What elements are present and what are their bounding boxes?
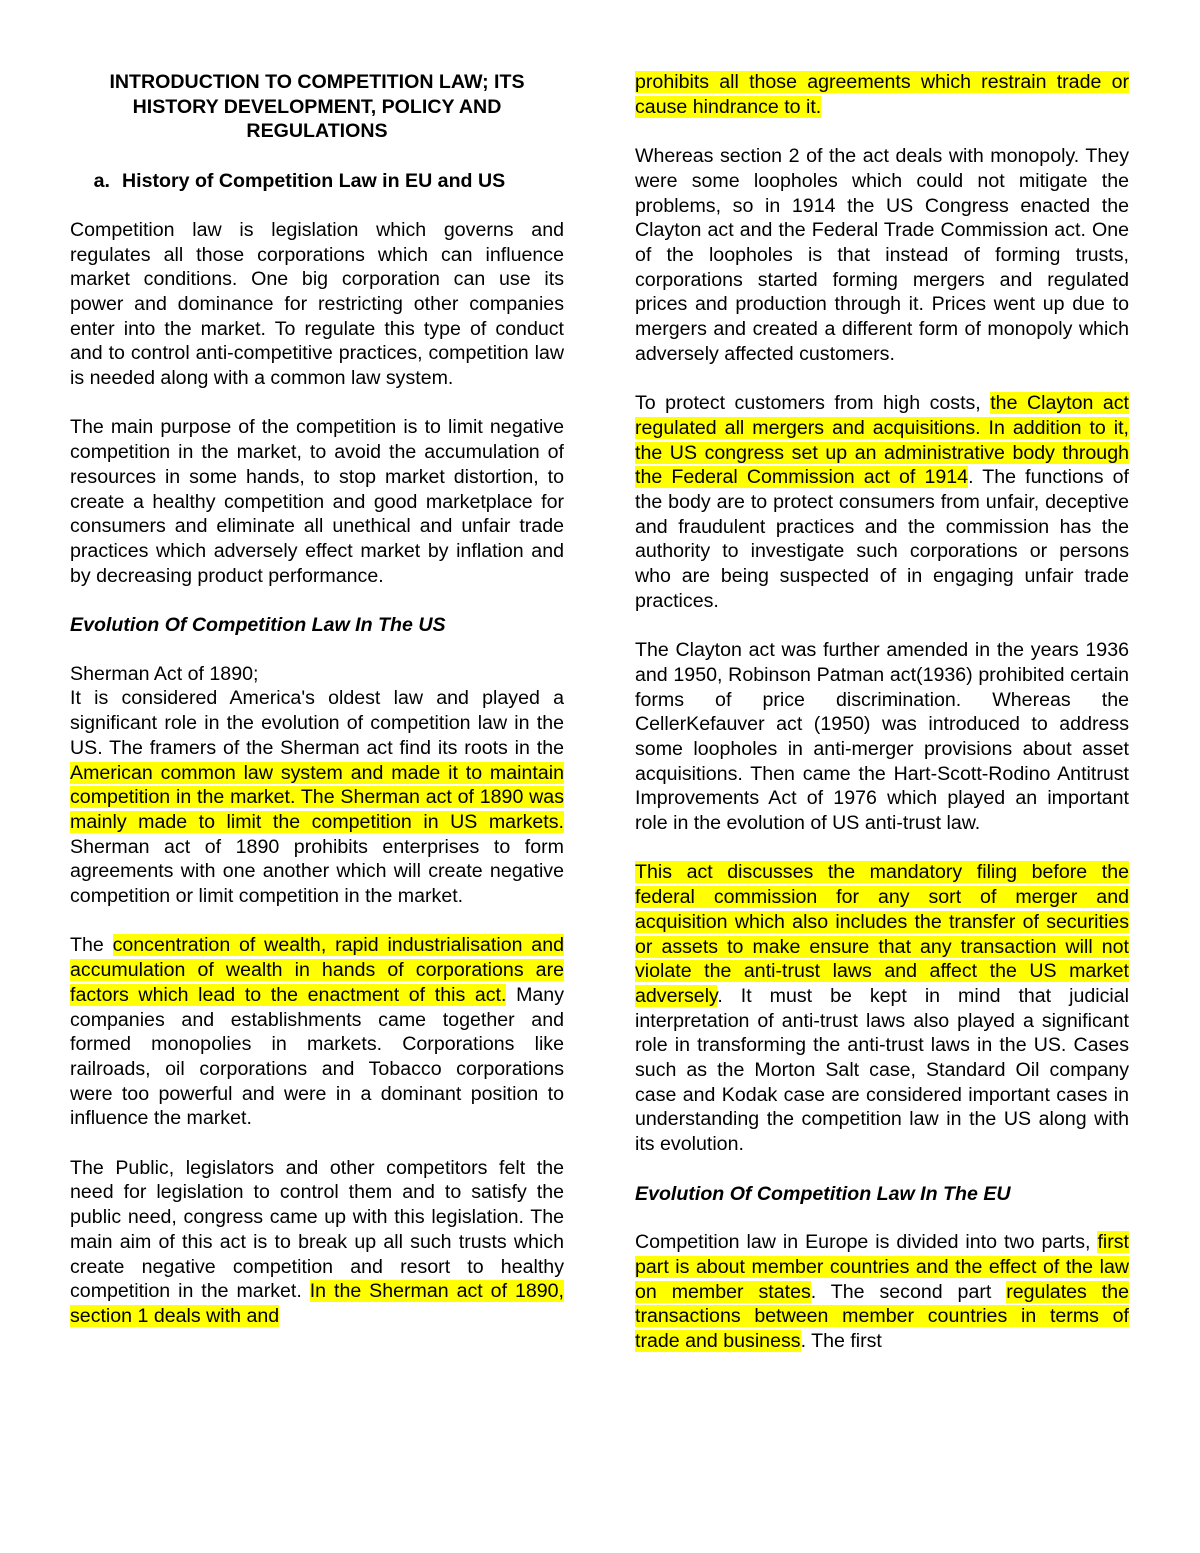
clayton-text-2: . The functions of the body are to protect consumers from unfair, deceptive and fraudulent practices and the commission has the authority to investigate such corporations or persons who are being suspected of in engaging unfair trade practices.	[635, 466, 1129, 612]
paragraph-mandatory-filing	[635, 860, 1129, 1156]
eu-text-3: . The first	[800, 1330, 882, 1353]
left-column	[70, 70, 564, 1353]
right-column	[635, 70, 1129, 1378]
paragraph-enactment-factors	[70, 933, 564, 1131]
highlighted-text: first part is about member countries and the effect of the law on member states	[635, 1231, 1129, 1303]
factors-text-1: The	[70, 934, 113, 957]
subheading-text: History of Competition Law in EU and US	[122, 170, 506, 193]
eu-text-1: Competition law in Europe is divided into two parts,	[635, 1231, 1098, 1254]
highlighted-text: American common law system and made it to maintain competition in the market. The Sherman act of 1890 was mainly made to limit the competition in US markets.	[70, 761, 564, 833]
paragraph-purpose: The main purpose of the competition is to limit negative competition in the market, to avoid the accumulation of resources in some hands, to stop market distortion, to create a healthy competition and good marketplace for consumers and eliminate all unethical and unfair trade practices which adversely effect market by inflation and by decreasing product performance.	[70, 416, 564, 587]
filing-text: . It must be kept in mind that judicial interpretation of anti-trust laws also played a significant role in transforming the anti-trust laws in the US. Cases such as the Morton Salt case, Standard Oil company case and Kodak case are considered important cases in understanding the competition law in the US along with its evolution.	[635, 984, 1129, 1156]
factors-text-2: Many companies and establishments came together and formed monopolies in markets. Corporations like railroads, oil corporations and Tobacco corporations were too powerful and were in a dominant position to influence the market.	[70, 983, 564, 1130]
paragraph-public-need	[70, 1156, 564, 1329]
eu-section-heading: Evolution Of Competition Law In The EU	[635, 1182, 1011, 1205]
highlighted-text: the Clayton act regulated all mergers and acquisitions. In addition to it, the US congress set up an administrative body through the Federal Commission act of 1914	[635, 392, 1129, 489]
clayton-text-1: To protect customers from high costs,	[635, 392, 991, 415]
sherman-text-2: Sherman act of 1890 prohibits enterprises to form agreements with one another which will create negative competition or limit competition in the market.	[70, 835, 564, 908]
sherman-text-1: It is considered America's oldest law and played a significant role in the evolution of competition law in the US. The framers of the Sherman act find its roots in the	[70, 687, 564, 759]
subheading-marker: a.	[93, 170, 110, 193]
section-subheading	[70, 169, 564, 194]
highlighted-text: This act discusses the mandatory filing before the federal commission for any sort of merger and acquisition which also includes the transfer of securities or assets to make ensure that any transaction will not violate the anti-trust laws and affect the US market adversely	[635, 861, 1129, 1007]
paragraph-definition: Competition law is legislation which governs and regulates all those corporations which can influence market conditions. One big corporation can use its power and dominance for restricting other companies enter into the market. To regulate this type of conduct and to control anti-competitive practices, competition law is needed along with a common law system.	[70, 218, 564, 390]
highlighted-text: In the Sherman act of 1890, section 1 deals with and	[70, 1280, 564, 1327]
paragraph-eu-parts	[635, 1230, 1129, 1354]
sherman-act-title: Sherman Act of 1890;	[70, 662, 259, 685]
us-section-heading: Evolution Of Competition Law In The US	[70, 614, 446, 637]
paragraph-section1-continued	[635, 70, 1129, 119]
document-title: INTRODUCTION TO COMPETITION LAW; ITS HISTORY DEVELOPMENT, POLICY AND REGULATIONS	[109, 71, 525, 143]
highlighted-text: regulates the transactions between member countries in terms of trade and business	[635, 1280, 1129, 1353]
eu-text-2: . The second part	[810, 1280, 1007, 1303]
public-need-text: The Public, legislators and other competitors felt the need for legislation to control them and to satisfy the public need, congress came up with this legislation. The main aim of this act is to break up all such trusts which create negative competition and resort to healthy competition in the market.	[70, 1156, 564, 1303]
paragraph-amendments: The Clayton act was further amended in the years 1936 and 1950, Robinson Patman act(1936) prohibited certain forms of price discrimination. Whereas the CellerKefauver act (1950) was introduced to address some loopholes in anti-merger provisions about asset acquisitions. Then came the Hart-Scott-Rodino Antitrust Improvements Act of 1976 which played an important role in the evolution of US anti-trust law.	[635, 639, 1129, 835]
paragraph-section2-monopoly: Whereas section 2 of the act deals with monopoly. They were some loopholes which could not mitigate the problems, so in 1914 the US Congress enacted the Clayton act and the Federal Trade Commission act. One of the loopholes is that instead of forming trusts, corporations started forming mergers and regulated prices and production through it. Prices went up due to mergers and created a different form of monopoly which adversely affected customers.	[635, 145, 1129, 365]
paragraph-sherman-origin	[70, 686, 564, 908]
highlighted-text: prohibits all those agreements which restrain trade or cause hindrance to it.	[635, 71, 1129, 118]
highlighted-text: concentration of wealth, rapid industrialisation and accumulation of wealth in hands of corporations are factors which lead to the enactment of this act.	[70, 934, 564, 1006]
paragraph-clayton-act	[635, 391, 1129, 613]
